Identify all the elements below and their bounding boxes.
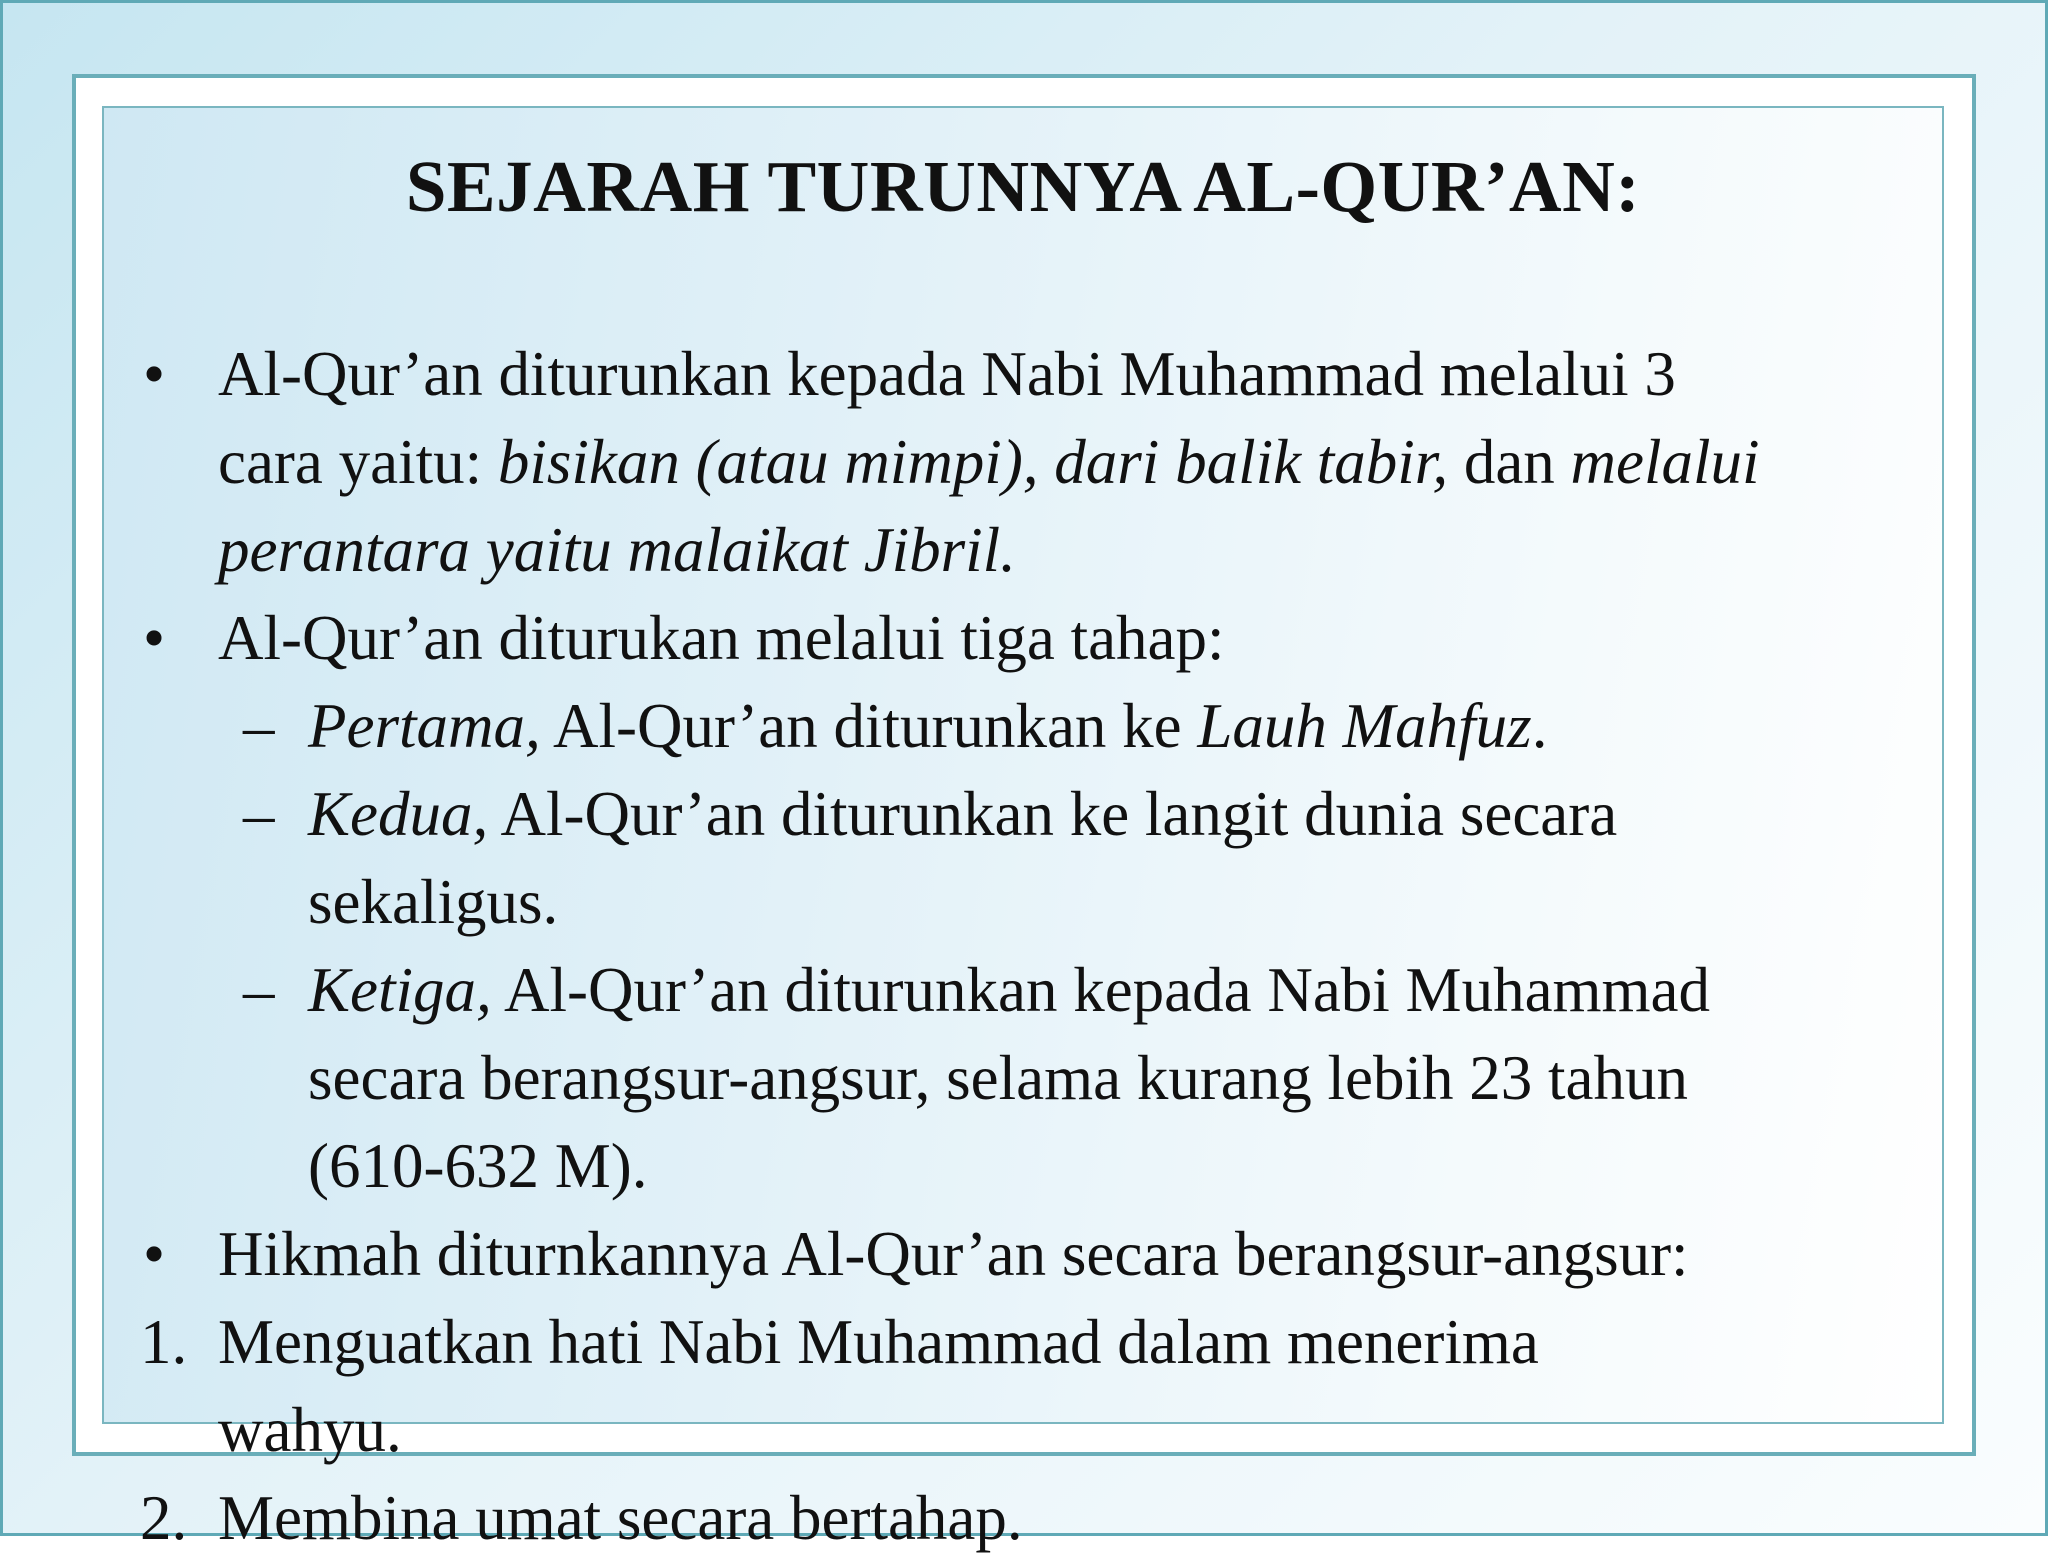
sub3-em: Ketiga, [308,955,492,1025]
sub2-text: Al-Qur’an diturunkan ke langit dunia secara [488,779,1618,849]
bullet3-text: Hikmah diturnkannya Al-Qur’an secara berangsur-angsur: [218,1219,1689,1289]
numbered2-line1: Membina umat secara bertahap. [218,1483,1023,1553]
bullet-marker: • [143,1219,166,1289]
bullet2-text: Al-Qur’an diturukan melalui tiga tahap: [218,603,1225,673]
list-number: 2. [140,1483,188,1553]
bullet1-line2-b: bisikan (atau mimpi), dari balik tabir, [497,427,1449,497]
sub3-line1 [308,946,1710,1034]
sub1-em: Pertama, [308,691,541,761]
sub2-em: Kedua, [308,779,489,849]
bullet1-line2-a: cara yaitu: [218,427,498,497]
sub1-em2: Lauh Mahfuz [1197,691,1532,761]
bullet1-line3-text: perantara yaitu malaikat Jibril. [218,515,1016,585]
sub3-line3: (610-632 M). [308,1131,648,1201]
bullet1-line3 [218,506,1016,594]
bullet-marker: • [143,603,166,673]
list-number: 1. [140,1307,188,1377]
sub2-line1 [308,770,1617,858]
dash-marker: – [243,691,275,761]
bullet1-line1: Al-Qur’an diturunkan kepada Nabi Muhammad melalui 3 [218,339,1676,409]
bullet1-line2-d: melalui [1570,427,1760,497]
sub1-text: Al-Qur’an diturunkan ke [540,691,1198,761]
bullet1-line2 [218,418,1760,506]
bullet1-line2-c: dan [1448,427,1571,497]
slide-title: SEJARAH TURUNNYA AL-QUR’AN: [405,146,1641,227]
dash-marker: – [243,955,275,1025]
sub3-line2: secara berangsur-angsur, selama kurang lebih 23 tahun [308,1043,1688,1113]
sub2-line2: sekaligus. [308,867,559,937]
numbered1-line1: Menguatkan hati Nabi Muhammad dalam menerima [218,1307,1539,1377]
numbered1-line2: wahyu. [218,1395,402,1465]
sub1-line [308,682,1547,770]
sub1-end: . [1531,691,1548,761]
bullet-marker: • [143,339,166,409]
sub3-text: Al-Qur’an diturunkan kepada Nabi Muhammad [491,955,1711,1025]
dash-marker: – [243,779,275,849]
